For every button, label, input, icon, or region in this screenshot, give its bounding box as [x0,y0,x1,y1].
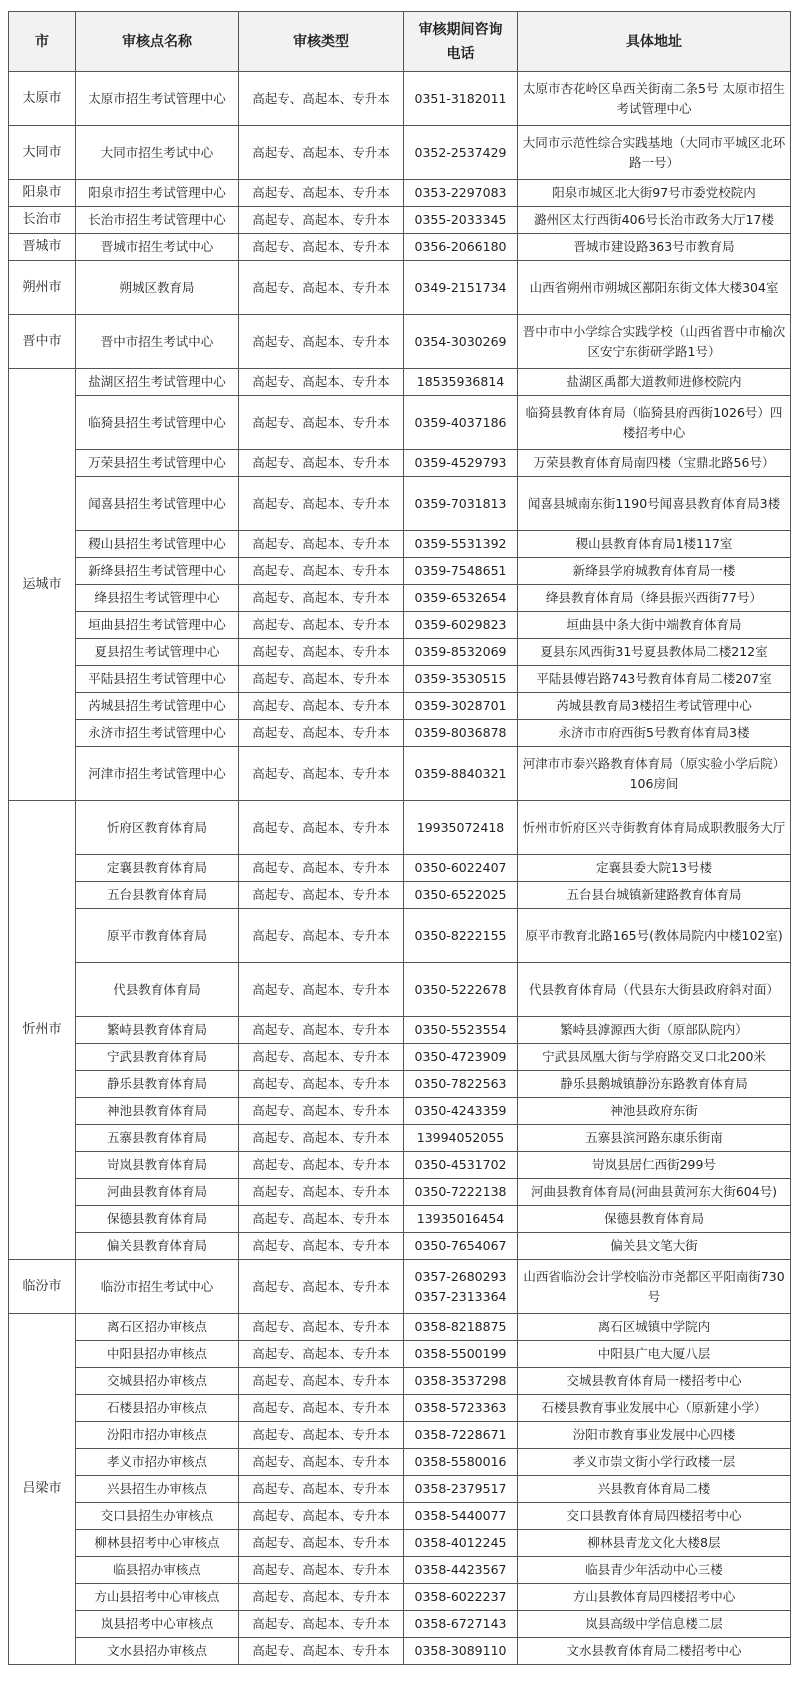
table-row [9,396,791,450]
address-cell: 垣曲县中条大街中端教育体育局 [518,612,791,639]
review-type-cell: 高起专、高起本、专升本 [239,531,404,558]
phone-cell: 0359-7548651 [404,558,518,585]
table-row [9,1125,791,1152]
site-name-cell: 神池县教育体育局 [76,1098,239,1125]
review-type-cell: 高起专、高起本、专升本 [239,1449,404,1476]
review-type-cell: 高起专、高起本、专升本 [239,1638,404,1665]
table-row [9,531,791,558]
table-body [9,72,791,1665]
phone-cell: 0359-8036878 [404,720,518,747]
review-type-cell: 高起专、高起本、专升本 [239,1125,404,1152]
address-cell: 大同市示范性综合实践基地（大同市平城区北环路一号） [518,126,791,180]
review-type-cell: 高起专、高起本、专升本 [239,747,404,801]
phone-cell: 0350-7222138 [404,1179,518,1206]
phone-cell: 0358-5580016 [404,1449,518,1476]
city-cell: 临汾市 [9,1260,76,1314]
site-name-cell: 文水县招办审核点 [76,1638,239,1665]
address-cell: 偏关县文笔大街 [518,1233,791,1260]
review-type-cell: 高起专、高起本、专升本 [239,720,404,747]
address-cell: 闻喜县城南东街1190号闻喜县教育体育局3楼 [518,477,791,531]
site-name-cell: 芮城县招生考试管理中心 [76,693,239,720]
city-cell: 晋中市 [9,315,76,369]
review-type-cell: 高起专、高起本、专升本 [239,1503,404,1530]
address-cell: 新绛县学府城教育体育局一楼 [518,558,791,585]
address-cell: 山西省临汾会计学校临汾市尧都区平阳南街730号 [518,1260,791,1314]
site-name-cell: 保德县教育体育局 [76,1206,239,1233]
table-row [9,855,791,882]
address-cell: 太原市杏花岭区阜西关街南二条5号 太原市招生考试管理中心 [518,72,791,126]
address-cell: 临县青少年活动中心三楼 [518,1557,791,1584]
phone-cell: 0359-8532069 [404,639,518,666]
review-type-cell: 高起专、高起本、专升本 [239,1098,404,1125]
phone-cell: 0350-7654067 [404,1233,518,1260]
site-name-cell: 孝义市招办审核点 [76,1449,239,1476]
site-name-cell: 定襄县教育体育局 [76,855,239,882]
address-cell: 河曲县教育体育局(河曲县黄河东大街604号) [518,1179,791,1206]
site-name-cell: 稷山县招生考试管理中心 [76,531,239,558]
phone-cell: 0359-7031813 [404,477,518,531]
address-cell: 万荣县教育体育局南四楼（宝鼎北路56号） [518,450,791,477]
review-type-cell: 高起专、高起本、专升本 [239,1044,404,1071]
phone-cell: 0350-5222678 [404,963,518,1017]
review-type-cell: 高起专、高起本、专升本 [239,1341,404,1368]
table-row [9,747,791,801]
header-review-type: 审核类型 [239,12,404,72]
table-header-row [9,12,791,72]
phone-cell: 13994052055 [404,1125,518,1152]
table-row [9,558,791,585]
table-row [9,1422,791,1449]
phone-cell: 0352-2537429 [404,126,518,180]
review-type-cell: 高起专、高起本、专升本 [239,612,404,639]
site-name-cell: 大同市招生考试中心 [76,126,239,180]
table-row [9,1341,791,1368]
address-cell: 五台县台城镇新建路教育体育局 [518,882,791,909]
address-cell: 夏县东风西街31号夏县教体局二楼212室 [518,639,791,666]
phone-cell: 0358-5500199 [404,1341,518,1368]
city-cell: 运城市 [9,369,76,801]
review-type-cell: 高起专、高起本、专升本 [239,882,404,909]
city-cell: 忻州市 [9,801,76,1260]
site-name-cell: 临县招办审核点 [76,1557,239,1584]
table-row [9,477,791,531]
phone-cell: 0357-2680293 0357-2313364 [404,1260,518,1314]
review-type-cell: 高起专、高起本、专升本 [239,1530,404,1557]
site-name-cell: 汾阳市招办审核点 [76,1422,239,1449]
table-row [9,1503,791,1530]
site-name-cell: 临汾市招生考试中心 [76,1260,239,1314]
review-type-cell: 高起专、高起本、专升本 [239,1476,404,1503]
address-cell: 交口县教育体育局四楼招考中心 [518,1503,791,1530]
review-type-cell: 高起专、高起本、专升本 [239,234,404,261]
site-name-cell: 绛县招生考试管理中心 [76,585,239,612]
table-row [9,1314,791,1341]
site-name-cell: 代县教育体育局 [76,963,239,1017]
table-row [9,693,791,720]
site-name-cell: 静乐县教育体育局 [76,1071,239,1098]
address-cell: 中阳县广电大厦八层 [518,1341,791,1368]
table-row [9,126,791,180]
site-name-cell: 晋城市招生考试中心 [76,234,239,261]
address-cell: 阳泉市城区北大街97号市委党校院内 [518,180,791,207]
review-type-cell: 高起专、高起本、专升本 [239,1422,404,1449]
address-cell: 柳林县青龙文化大楼8层 [518,1530,791,1557]
address-cell: 绛县教育体育局（绛县振兴西街77号） [518,585,791,612]
site-name-cell: 交城县招办审核点 [76,1368,239,1395]
address-cell: 芮城县教育局3楼招生考试管理中心 [518,693,791,720]
table-row [9,1260,791,1314]
address-cell: 原平市教育北路165号(教体局院内中楼102室) [518,909,791,963]
review-type-cell: 高起专、高起本、专升本 [239,585,404,612]
review-type-cell: 高起专、高起本、专升本 [239,315,404,369]
city-cell: 大同市 [9,126,76,180]
address-cell: 方山县教体育局四楼招考中心 [518,1584,791,1611]
site-name-cell: 五寨县教育体育局 [76,1125,239,1152]
site-name-cell: 新绛县招生考试管理中心 [76,558,239,585]
address-cell: 稷山县教育体育局1楼117室 [518,531,791,558]
table-row [9,639,791,666]
review-type-cell: 高起专、高起本、专升本 [239,477,404,531]
address-cell: 山西省朔州市朔城区鄯阳东街文体大楼304室 [518,261,791,315]
address-cell: 代县教育体育局（代县东大街县政府斜对面） [518,963,791,1017]
review-type-cell: 高起专、高起本、专升本 [239,72,404,126]
address-cell: 静乐县鹅城镇静汾东路教育体育局 [518,1071,791,1098]
site-name-cell: 离石区招办审核点 [76,1314,239,1341]
site-name-cell: 岚县招考中心审核点 [76,1611,239,1638]
review-type-cell: 高起专、高起本、专升本 [239,261,404,315]
site-name-cell: 忻府区教育体育局 [76,801,239,855]
review-type-cell: 高起专、高起本、专升本 [239,1152,404,1179]
table-row [9,1179,791,1206]
review-sites-table-container [8,11,791,1665]
site-name-cell: 晋中市招生考试中心 [76,315,239,369]
review-type-cell: 高起专、高起本、专升本 [239,1071,404,1098]
phone-cell: 0359-6532654 [404,585,518,612]
address-cell: 平陆县傅岩路743号教育体育局二楼207室 [518,666,791,693]
review-type-cell: 高起专、高起本、专升本 [239,1368,404,1395]
table-row [9,315,791,369]
review-type-cell: 高起专、高起本、专升本 [239,1233,404,1260]
review-type-cell: 高起专、高起本、专升本 [239,1206,404,1233]
phone-cell: 0358-3089110 [404,1638,518,1665]
site-name-cell: 夏县招生考试管理中心 [76,639,239,666]
table-row [9,1449,791,1476]
address-cell: 神池县政府东街 [518,1098,791,1125]
address-cell: 宁武县凤凰大街与学府路交叉口北200米 [518,1044,791,1071]
site-name-cell: 平陆县招生考试管理中心 [76,666,239,693]
review-type-cell: 高起专、高起本、专升本 [239,1179,404,1206]
address-cell: 石楼县教育事业发展中心（原新建小学） [518,1395,791,1422]
site-name-cell: 长治市招生考试管理中心 [76,207,239,234]
table-row [9,1530,791,1557]
phone-cell: 0355-2033345 [404,207,518,234]
table-row [9,1395,791,1422]
table-row [9,1071,791,1098]
phone-cell: 0358-4012245 [404,1530,518,1557]
address-cell: 晋中市中小学综合实践学校（山西省晋中市榆次区安宁东街研学路1号） [518,315,791,369]
review-type-cell: 高起专、高起本、专升本 [239,369,404,396]
site-name-cell: 交口县招生办审核点 [76,1503,239,1530]
table-row [9,1233,791,1260]
site-name-cell: 兴县招生办审核点 [76,1476,239,1503]
review-type-cell: 高起专、高起本、专升本 [239,855,404,882]
phone-cell: 0350-6022407 [404,855,518,882]
phone-cell: 0358-2379517 [404,1476,518,1503]
phone-cell: 0349-2151734 [404,261,518,315]
phone-cell: 0350-7822563 [404,1071,518,1098]
phone-cell: 0358-6727143 [404,1611,518,1638]
phone-cell: 0350-5523554 [404,1017,518,1044]
address-cell: 交城县教育体育局一楼招考中心 [518,1368,791,1395]
address-cell: 河津市市泰兴路教育体育局（原实验小学后院）106房间 [518,747,791,801]
table-row [9,369,791,396]
phone-cell: 0358-8218875 [404,1314,518,1341]
review-type-cell: 高起专、高起本、专升本 [239,801,404,855]
city-cell: 阳泉市 [9,180,76,207]
review-type-cell: 高起专、高起本、专升本 [239,126,404,180]
phone-cell: 18535936814 [404,369,518,396]
table-row [9,1017,791,1044]
review-type-cell: 高起专、高起本、专升本 [239,909,404,963]
review-type-cell: 高起专、高起本、专升本 [239,180,404,207]
review-type-cell: 高起专、高起本、专升本 [239,450,404,477]
phone-cell: 0358-5440077 [404,1503,518,1530]
phone-cell: 0350-6522025 [404,882,518,909]
address-cell: 定襄县委大院13号楼 [518,855,791,882]
city-cell: 晋城市 [9,234,76,261]
table-row [9,1098,791,1125]
site-name-cell: 临猗县招生考试管理中心 [76,396,239,450]
phone-cell: 13935016454 [404,1206,518,1233]
site-name-cell: 永济市招生考试管理中心 [76,720,239,747]
table-row [9,585,791,612]
address-cell: 岢岚县居仁西街299号 [518,1152,791,1179]
table-row [9,666,791,693]
table-row [9,909,791,963]
review-type-cell: 高起专、高起本、专升本 [239,1395,404,1422]
phone-cell: 0350-4243359 [404,1098,518,1125]
phone-cell: 0358-5723363 [404,1395,518,1422]
review-type-cell: 高起专、高起本、专升本 [239,396,404,450]
site-name-cell: 中阳县招办审核点 [76,1341,239,1368]
address-cell: 忻州市忻府区兴寺街教育体育局成职教服务大厅 [518,801,791,855]
review-type-cell: 高起专、高起本、专升本 [239,1611,404,1638]
review-type-cell: 高起专、高起本、专升本 [239,558,404,585]
city-cell: 朔州市 [9,261,76,315]
site-name-cell: 五台县教育体育局 [76,882,239,909]
table-row [9,1611,791,1638]
phone-cell: 0359-5531392 [404,531,518,558]
header-phone: 审核期间咨询电话 [404,12,518,72]
table-row [9,450,791,477]
address-cell: 繁峙县滹源西大街（原部队院内） [518,1017,791,1044]
phone-cell: 0350-4531702 [404,1152,518,1179]
site-name-cell: 太原市招生考试管理中心 [76,72,239,126]
site-name-cell: 盐湖区招生考试管理中心 [76,369,239,396]
site-name-cell: 方山县招考中心审核点 [76,1584,239,1611]
table-row [9,612,791,639]
address-cell: 保德县教育体育局 [518,1206,791,1233]
phone-cell: 0353-2297083 [404,180,518,207]
review-sites-table [8,11,791,1665]
site-name-cell: 偏关县教育体育局 [76,1233,239,1260]
table-row [9,1557,791,1584]
table-row [9,1584,791,1611]
phone-cell: 0358-3537298 [404,1368,518,1395]
review-type-cell: 高起专、高起本、专升本 [239,1314,404,1341]
address-cell: 晋城市建设路363号市教育局 [518,234,791,261]
phone-cell: 0359-8840321 [404,747,518,801]
phone-cell: 0350-8222155 [404,909,518,963]
review-type-cell: 高起专、高起本、专升本 [239,1584,404,1611]
site-name-cell: 岢岚县教育体育局 [76,1152,239,1179]
site-name-cell: 垣曲县招生考试管理中心 [76,612,239,639]
address-cell: 文水县教育体育局二楼招考中心 [518,1638,791,1665]
phone-cell: 0351-3182011 [404,72,518,126]
phone-cell: 0359-3028701 [404,693,518,720]
review-type-cell: 高起专、高起本、专升本 [239,639,404,666]
site-name-cell: 石楼县招办审核点 [76,1395,239,1422]
address-cell: 汾阳市教育事业发展中心四楼 [518,1422,791,1449]
address-cell: 潞州区太行西街406号长治市政务大厅17楼 [518,207,791,234]
table-row [9,180,791,207]
table-row [9,882,791,909]
table-row [9,234,791,261]
table-row [9,1206,791,1233]
review-type-cell: 高起专、高起本、专升本 [239,666,404,693]
address-cell: 临猗县教育体育局（临猗县府西街1026号）四楼招考中心 [518,396,791,450]
site-name-cell: 河曲县教育体育局 [76,1179,239,1206]
review-type-cell: 高起专、高起本、专升本 [239,1557,404,1584]
address-cell: 孝义市崇文街小学行政楼一层 [518,1449,791,1476]
phone-cell: 0359-3530515 [404,666,518,693]
review-type-cell: 高起专、高起本、专升本 [239,1260,404,1314]
table-row [9,1368,791,1395]
city-cell: 太原市 [9,72,76,126]
phone-cell: 0359-4037186 [404,396,518,450]
table-row [9,207,791,234]
phone-cell: 0354-3030269 [404,315,518,369]
address-cell: 永济市市府西街5号教育体育局3楼 [518,720,791,747]
header-address: 具体地址 [518,12,791,72]
city-cell: 吕梁市 [9,1314,76,1665]
phone-cell: 0358-4423567 [404,1557,518,1584]
table-row [9,72,791,126]
review-type-cell: 高起专、高起本、专升本 [239,1017,404,1044]
table-row [9,1638,791,1665]
site-name-cell: 万荣县招生考试管理中心 [76,450,239,477]
review-type-cell: 高起专、高起本、专升本 [239,963,404,1017]
site-name-cell: 阳泉市招生考试管理中心 [76,180,239,207]
site-name-cell: 原平市教育体育局 [76,909,239,963]
site-name-cell: 繁峙县教育体育局 [76,1017,239,1044]
phone-cell: 19935072418 [404,801,518,855]
header-city: 市 [9,12,76,72]
header-site-name: 审核点名称 [76,12,239,72]
site-name-cell: 朔城区教育局 [76,261,239,315]
table-row [9,801,791,855]
review-type-cell: 高起专、高起本、专升本 [239,693,404,720]
table-row [9,1476,791,1503]
site-name-cell: 河津市招生考试管理中心 [76,747,239,801]
phone-cell: 0359-6029823 [404,612,518,639]
site-name-cell: 宁武县教育体育局 [76,1044,239,1071]
site-name-cell: 闻喜县招生考试管理中心 [76,477,239,531]
site-name-cell: 柳林县招考中心审核点 [76,1530,239,1557]
address-cell: 盐湖区禹都大道教师进修校院内 [518,369,791,396]
table-row [9,720,791,747]
phone-cell: 0359-4529793 [404,450,518,477]
table-row [9,1152,791,1179]
phone-cell: 0358-6022237 [404,1584,518,1611]
address-cell: 兴县教育体育局二楼 [518,1476,791,1503]
phone-cell: 0358-7228671 [404,1422,518,1449]
city-cell: 长治市 [9,207,76,234]
table-row [9,1044,791,1071]
review-type-cell: 高起专、高起本、专升本 [239,207,404,234]
table-row [9,261,791,315]
address-cell: 离石区城镇中学院内 [518,1314,791,1341]
address-cell: 五寨县滨河路东康乐街南 [518,1125,791,1152]
table-row [9,963,791,1017]
phone-cell: 0350-4723909 [404,1044,518,1071]
address-cell: 岚县高级中学信息楼二层 [518,1611,791,1638]
phone-cell: 0356-2066180 [404,234,518,261]
